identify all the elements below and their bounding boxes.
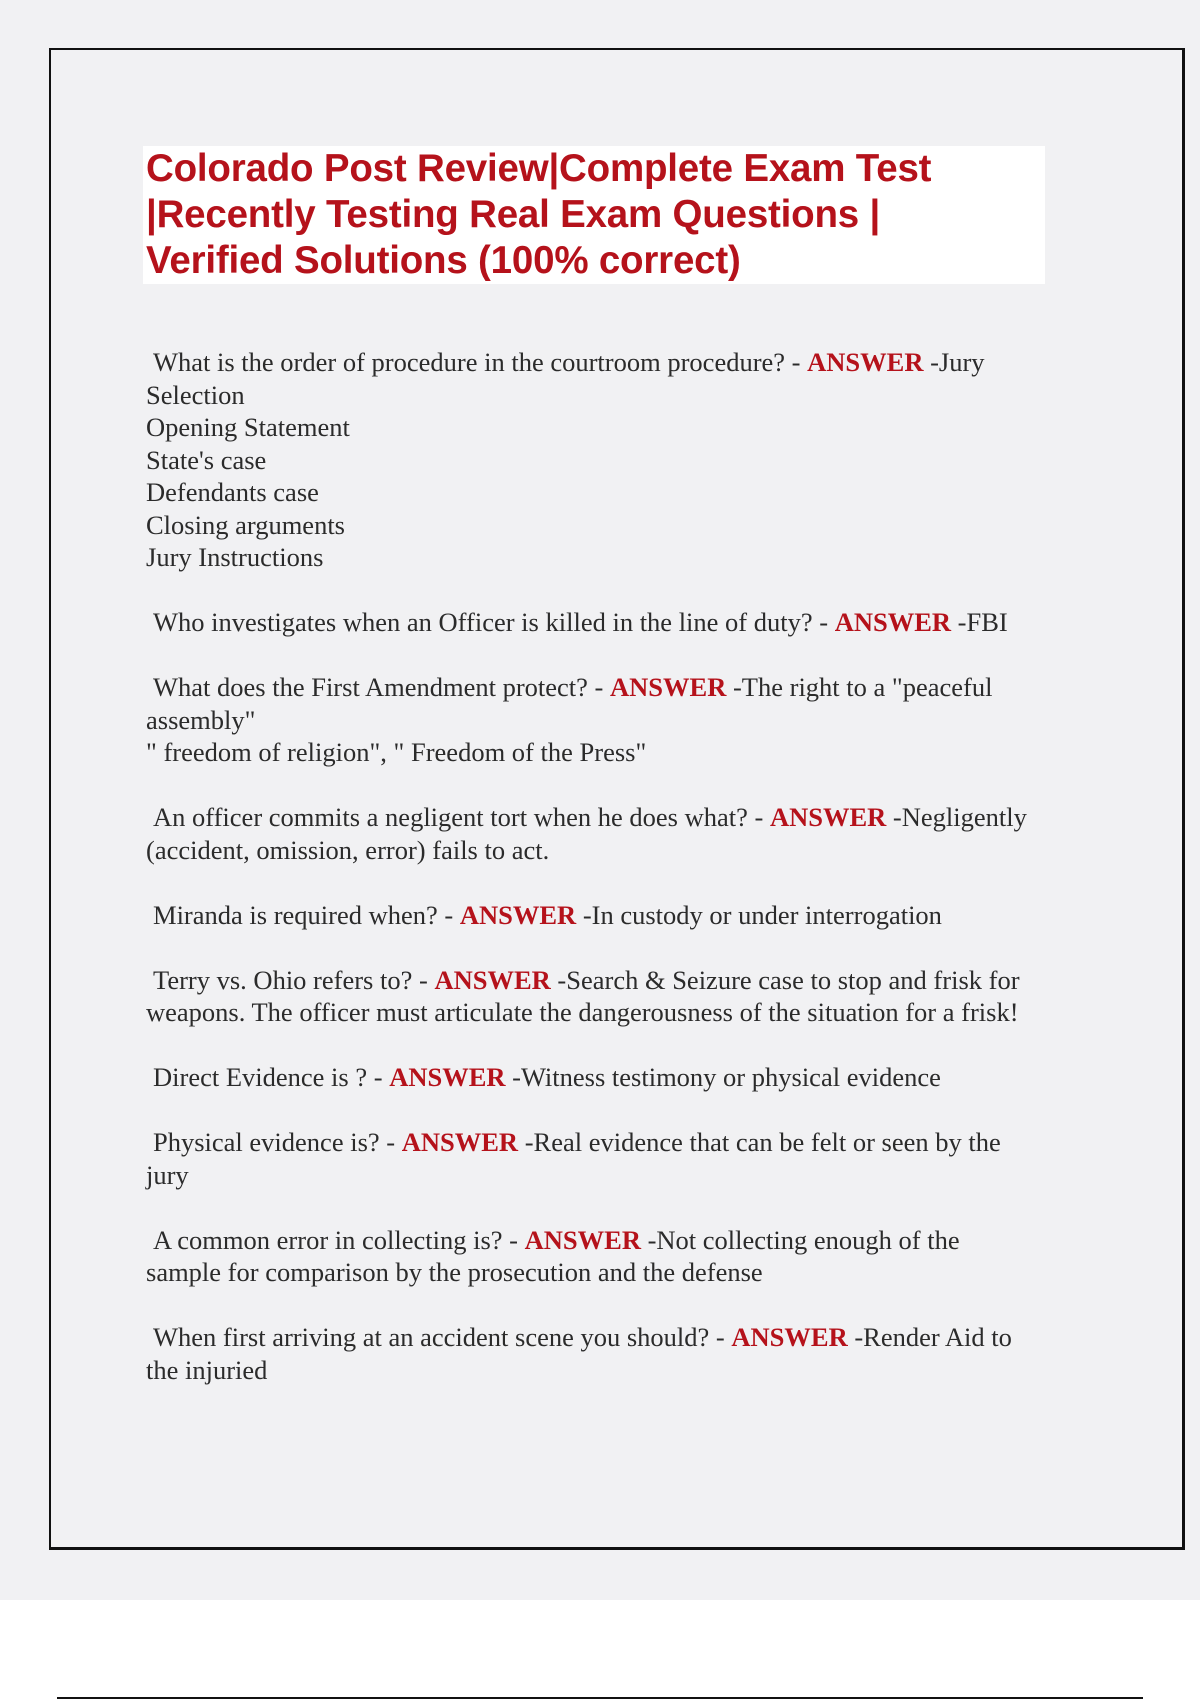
qa-item	[146, 1224, 1096, 1289]
qa-first-line	[146, 606, 1096, 639]
qa-first-line	[146, 1321, 1096, 1354]
qa-first-line	[146, 1224, 1096, 1257]
answer-text: -Negligently	[886, 802, 1027, 832]
qa-first-line	[146, 346, 1096, 379]
title-line: Verified Solutions (100% correct)	[146, 239, 741, 282]
qa-first-line	[146, 1061, 1096, 1094]
answer-text: -FBI	[951, 607, 1008, 637]
qa-list	[146, 346, 1096, 1419]
question-text: A common error in collecting is? -	[153, 1224, 525, 1255]
answer-continuation-line: State's case	[146, 444, 267, 475]
question-text: Who investigates when an Officer is killed in the line of duty? -	[153, 607, 835, 637]
answer-continuation-line: the injuried	[146, 1354, 268, 1385]
answer-text: -Witness testimony or physical evidence	[505, 1062, 941, 1092]
qa-item	[146, 606, 1096, 639]
answer-label: ANSWER	[769, 802, 887, 832]
question-text: Terry vs. Ohio refers to? -	[153, 964, 435, 995]
answer-label: ANSWER	[459, 899, 577, 930]
qa-item	[146, 1321, 1096, 1386]
answer-continuation-line: Jury Instructions	[146, 542, 324, 572]
answer-continuation-line: assembly"	[146, 704, 256, 735]
title-block	[143, 146, 1045, 284]
answer-continuation-line: weapons. The officer must articulate the dangerousness of the situation for a frisk!	[146, 997, 1019, 1027]
answer-label: ANSWER	[807, 347, 924, 377]
document-title	[143, 146, 1045, 284]
answer-text: -Not collecting enough of the	[640, 1224, 960, 1255]
answer-continuation-line: " freedom of religion", " Freedom of the Press"	[146, 737, 647, 767]
qa-item	[146, 801, 1096, 866]
answer-label: ANSWER	[834, 607, 952, 637]
qa-first-line	[146, 1126, 1096, 1159]
answer-continuation-line: (accident, omission, error) fails to act.	[146, 834, 550, 865]
question-text: What is the order of procedure in the courtroom procedure? -	[153, 347, 808, 377]
question-text: Physical evidence is? -	[153, 1127, 402, 1157]
qa-first-line	[146, 899, 1096, 932]
answer-continuation-line: Defendants case	[146, 477, 319, 507]
answer-text: -Search & Seizure case to stop and frisk for	[550, 964, 1020, 995]
answer-label: ANSWER	[389, 1062, 506, 1092]
answer-continuation-line: sample for comparison by the prosecution and the defense	[146, 1257, 763, 1287]
qa-first-line	[146, 671, 1096, 704]
title-line: |Recently Testing Real Exam Questions |	[146, 193, 881, 236]
qa-first-line	[146, 801, 1096, 834]
answer-text: -Real evidence that can be felt or seen by the	[518, 1127, 1001, 1157]
answer-text: -Render Aid to	[847, 1322, 1012, 1352]
footer-divider	[57, 1697, 1143, 1699]
question-text: An officer commits a negligent tort when he does what? -	[153, 802, 770, 832]
question-text: Miranda is required when? -	[153, 899, 460, 930]
answer-text: -The right to a "peaceful	[726, 672, 993, 702]
answer-continuation-line: Opening Statement	[146, 412, 350, 442]
answer-label: ANSWER	[401, 1127, 519, 1157]
qa-item	[146, 671, 1096, 769]
answer-text: -Jury	[923, 347, 985, 377]
qa-item	[146, 964, 1096, 1029]
qa-first-line	[146, 964, 1096, 997]
question-text: When first arriving at an accident scene you should? -	[153, 1322, 732, 1352]
answer-text: -In custody or under interrogation	[576, 899, 942, 930]
qa-item	[146, 346, 1096, 574]
answer-label: ANSWER	[610, 672, 727, 702]
qa-item	[146, 1061, 1096, 1094]
answer-continuation-line: Selection	[146, 379, 245, 410]
qa-item	[146, 1126, 1096, 1191]
answer-continuation-line: Closing arguments	[146, 509, 345, 540]
title-line: Colorado Post Review|Complete Exam Test	[146, 147, 932, 190]
question-text: What does the First Amendment protect? -	[153, 672, 611, 702]
answer-label: ANSWER	[731, 1322, 848, 1352]
answer-label: ANSWER	[524, 1224, 641, 1255]
question-text: Direct Evidence is ? -	[153, 1062, 390, 1092]
answer-label: ANSWER	[434, 964, 551, 995]
answer-continuation-line: jury	[146, 1159, 189, 1190]
qa-item	[146, 899, 1096, 932]
